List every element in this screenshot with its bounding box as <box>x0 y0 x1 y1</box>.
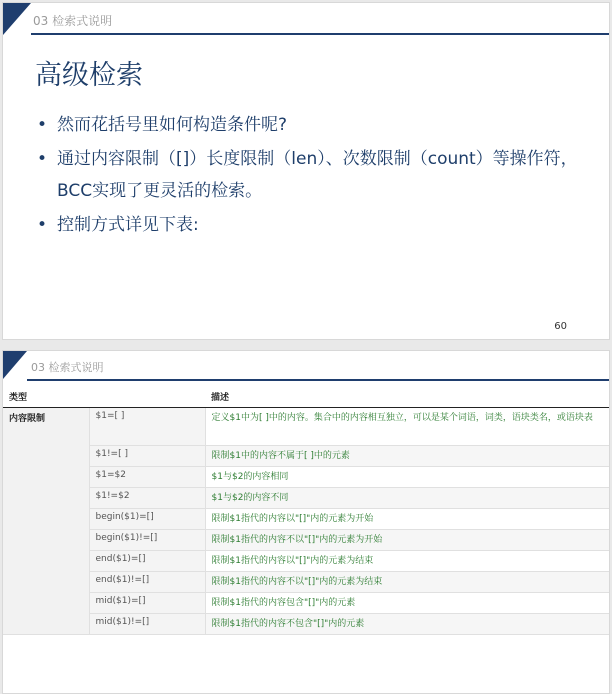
table-row <box>3 446 610 467</box>
header-corner-accent <box>3 3 31 35</box>
expression-cell: mid($1)!=[] <box>89 614 205 635</box>
header-type: 类型 <box>3 385 205 408</box>
description-cell: 定义$1中为[ ]中的内容。集合中的内容相互独立，可以是某个词语，词类，语块类名，或语块表 <box>205 408 610 446</box>
section-label: 03 检索式说明 <box>33 14 113 28</box>
bullet-item <box>37 109 603 141</box>
header-corner-accent <box>3 351 27 379</box>
expression-cell: $1!=[ ] <box>89 446 205 467</box>
expression-cell: $1=$2 <box>89 467 205 488</box>
description-cell: $1与$2的内容不同 <box>205 488 610 509</box>
description-cell: 限制$1指代的内容以"[]"内的元素为结束 <box>205 551 610 572</box>
bullet-dot-icon: • <box>37 115 48 135</box>
header-description: 描述 <box>205 385 610 408</box>
expression-cell: end($1)=[] <box>89 551 205 572</box>
bullet-text: 通过内容限制（[]）长度限制（len）、次数限制（count）等操作符，BCC实现了更灵活的检索。 <box>57 149 578 201</box>
table-row <box>3 614 610 635</box>
description-cell: $1与$2的内容相同 <box>205 467 610 488</box>
expression-cell: end($1)!=[] <box>89 572 205 593</box>
bullet-text: 然而花括号里如何构造条件呢? <box>57 115 288 135</box>
table-row <box>3 572 610 593</box>
type-cell: 内容限制 <box>3 408 89 635</box>
bullet-list <box>37 109 603 243</box>
table-row <box>3 467 610 488</box>
table-header-row <box>3 385 610 408</box>
expression-cell: begin($1)!=[] <box>89 530 205 551</box>
description-cell: 限制$1中的内容不属于[ ]中的元素 <box>205 446 610 467</box>
bullet-text: 控制方式详见下表: <box>57 215 199 235</box>
page-number: 60 <box>554 321 567 332</box>
bullet-item <box>37 209 603 241</box>
table-row <box>3 551 610 572</box>
section-label: 03 检索式说明 <box>31 361 104 374</box>
slide-rules-table <box>2 350 610 694</box>
header-rule <box>27 379 609 381</box>
header-rule <box>31 33 609 35</box>
slide-title: 高级检索 <box>35 60 143 91</box>
table-row <box>3 530 610 551</box>
table-row <box>3 509 610 530</box>
table-row <box>3 488 610 509</box>
description-cell: 限制$1指代的内容不以"[]"内的元素为结束 <box>205 572 610 593</box>
bullet-dot-icon: • <box>37 215 48 235</box>
description-cell: 限制$1指代的内容不包含"[]"内的元素 <box>205 614 610 635</box>
expression-cell: begin($1)=[] <box>89 509 205 530</box>
bullet-dot-icon: • <box>37 149 48 169</box>
bullet-item <box>37 143 603 207</box>
expression-cell: $1=[ ] <box>89 408 205 446</box>
slide-advanced-search <box>2 2 610 340</box>
description-cell: 限制$1指代的内容不以"[]"内的元素为开始 <box>205 530 610 551</box>
description-cell: 限制$1指代的内容包含"[]"内的元素 <box>205 593 610 614</box>
description-cell: 限制$1指代的内容以"[]"内的元素为开始 <box>205 509 610 530</box>
table-row <box>3 593 610 614</box>
content-restriction-table <box>3 385 610 635</box>
expression-cell: $1!=$2 <box>89 488 205 509</box>
table-row <box>3 408 610 446</box>
expression-cell: mid($1)=[] <box>89 593 205 614</box>
